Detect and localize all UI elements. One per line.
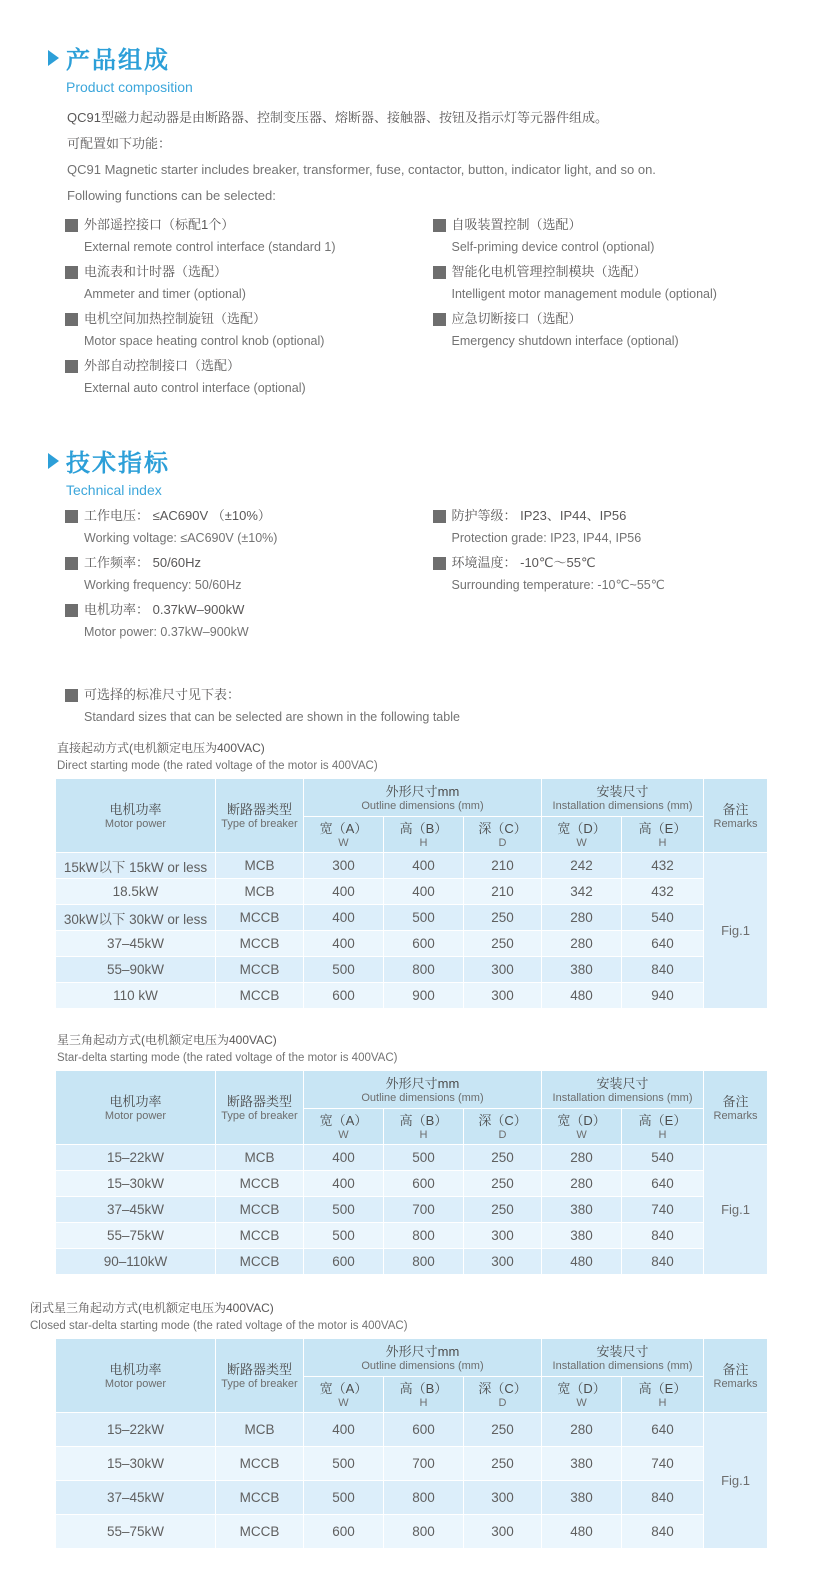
cell-motor-power: 37–45kW	[56, 931, 216, 957]
cell-height-b: 800	[384, 1515, 464, 1549]
spec-text-zh: 电机功率： 0.37kW–900kW	[84, 602, 245, 617]
spec-text-zh: 防护等级： IP23、IP44、IP56	[451, 508, 627, 523]
spec-label-en: Surrounding temperature: -10℃~55℃	[451, 578, 665, 592]
feature-label-en: Intelligent motor management module (optional)	[451, 287, 717, 301]
spec-label-en: Working voltage: ≤AC690V (±10%)	[84, 531, 278, 545]
spec-label-en: Working frequency: 50/60Hz	[84, 578, 242, 592]
feature-label-zh	[65, 217, 433, 233]
cell-width-d: 380	[542, 957, 622, 983]
intro-line-zh: QC91型磁力起动器是由断路器、控制变压器、熔断器、接触器、按钮及指示灯等元器件组成。	[67, 110, 608, 125]
remarks-cell: Fig.1	[704, 853, 768, 1009]
spec-label-zh	[433, 555, 801, 571]
feature-label-en: Self-priming device control (optional)	[451, 240, 655, 254]
table-row	[56, 983, 768, 1009]
table-row	[56, 931, 768, 957]
cell-width-a: 500	[304, 1447, 384, 1481]
cell-height-e: 640	[622, 1413, 704, 1447]
feature-label-zh	[433, 311, 801, 327]
spec-label-zh	[65, 602, 433, 618]
dimensions-table-star-delta	[55, 1070, 768, 1275]
cell-breaker-type: MCCB	[216, 1447, 304, 1481]
feature-item	[65, 264, 433, 302]
table-row	[56, 1413, 768, 1447]
table-row	[56, 879, 768, 905]
cell-depth-c: 250	[464, 1197, 542, 1223]
intro-paragraphs	[67, 110, 800, 203]
col-header-width-d: 宽（D） W	[542, 1377, 622, 1413]
table-caption-zh: 直接起动方式(电机额定电压为400VAC)	[57, 741, 265, 755]
cell-motor-power: 90–110kW	[56, 1249, 216, 1275]
spec-text-zh: 工作电压： ≤AC690V （±10%）	[84, 508, 271, 523]
feature-label-en: External auto control interface (optional)	[84, 381, 306, 395]
table-caption	[57, 741, 800, 773]
cell-width-d: 280	[542, 1171, 622, 1197]
cell-height-b: 500	[384, 1145, 464, 1171]
cell-width-d: 380	[542, 1197, 622, 1223]
arrow-right-icon	[48, 453, 59, 469]
table-caption-en: Closed star-delta starting mode (the rated voltage of the motor is 400VAC)	[30, 1320, 408, 1332]
spec-item	[65, 602, 433, 640]
feature-text-zh: 自吸装置控制（选配）	[451, 217, 582, 232]
cell-motor-power: 18.5kW	[56, 879, 216, 905]
table-row	[56, 1515, 768, 1549]
feature-text-zh: 外部遥控接口（标配1个）	[84, 217, 235, 232]
cell-height-e: 740	[622, 1447, 704, 1481]
table-caption	[30, 1301, 800, 1333]
spec-column-left	[65, 508, 433, 649]
cell-height-b: 800	[384, 957, 464, 983]
table-row	[56, 853, 768, 879]
table-row	[56, 1145, 768, 1171]
cell-width-d: 280	[542, 1145, 622, 1171]
feature-item	[65, 358, 433, 396]
cell-width-a: 400	[304, 905, 384, 931]
spec-item	[433, 508, 801, 546]
technical-index-section	[48, 443, 800, 649]
bullet-square-icon	[433, 219, 446, 232]
dimensions-table-closed-star-delta	[55, 1338, 768, 1549]
table-row	[56, 1481, 768, 1515]
spec-text-zh: 环境温度： -10℃～55℃	[451, 555, 596, 570]
cell-height-e: 840	[622, 1481, 704, 1515]
cell-breaker-type: MCCB	[216, 983, 304, 1009]
cell-depth-c: 250	[464, 931, 542, 957]
cell-width-d: 280	[542, 905, 622, 931]
cell-width-a: 400	[304, 1171, 384, 1197]
col-header-width-d: 宽（D） W	[542, 817, 622, 853]
cell-breaker-type: MCB	[216, 879, 304, 905]
table-row	[56, 1197, 768, 1223]
cell-motor-power: 30kW以下 30kW or less	[56, 905, 216, 931]
cell-breaker-type: MCCB	[216, 1249, 304, 1275]
col-header-height-e: 高（E） H	[622, 1377, 704, 1413]
col-header-breaker-type: 断路器类型 Type of breaker	[216, 1339, 304, 1413]
table-row	[56, 1447, 768, 1481]
cell-depth-c: 250	[464, 1447, 542, 1481]
standard-sizes-note	[65, 687, 800, 725]
bullet-square-icon	[65, 604, 78, 617]
col-header-motor-power: 电机功率 Motor power	[56, 779, 216, 853]
cell-width-d: 480	[542, 1249, 622, 1275]
cell-breaker-type: MCB	[216, 1145, 304, 1171]
spec-item	[433, 555, 801, 593]
col-header-remarks: 备注 Remarks	[704, 1071, 768, 1145]
cell-height-e: 540	[622, 1145, 704, 1171]
bullet-square-icon	[433, 510, 446, 523]
feature-item	[65, 311, 433, 349]
feature-text-zh: 智能化电机管理控制模块（选配）	[451, 264, 647, 279]
col-header-width-a: 宽（A） W	[304, 1109, 384, 1145]
cell-breaker-type: MCCB	[216, 1481, 304, 1515]
section-title-zh: 产品组成	[66, 47, 170, 74]
bullet-square-icon	[65, 266, 78, 279]
cell-depth-c: 300	[464, 1515, 542, 1549]
feature-text-zh: 电流表和计时器（选配）	[84, 264, 228, 279]
col-group-outline-dimensions: 外形尺寸mm Outline dimensions (mm)	[304, 779, 542, 817]
cell-breaker-type: MCCB	[216, 905, 304, 931]
cell-height-b: 600	[384, 1413, 464, 1447]
col-group-outline-dimensions: 外形尺寸mm Outline dimensions (mm)	[304, 1339, 542, 1377]
feature-label-en: Emergency shutdown interface (optional)	[451, 334, 679, 348]
col-header-depth-c: 深（C） D	[464, 1109, 542, 1145]
col-header-breaker-type: 断路器类型 Type of breaker	[216, 1071, 304, 1145]
cell-height-b: 700	[384, 1447, 464, 1481]
spec-label-en: Protection grade: IP23, IP44, IP56	[451, 531, 642, 545]
table-row	[56, 1249, 768, 1275]
cell-width-a: 500	[304, 957, 384, 983]
cell-height-e: 432	[622, 853, 704, 879]
intro-line-zh: 可配置如下功能：	[67, 136, 172, 151]
spec-label-zh	[65, 508, 433, 524]
cell-width-d: 342	[542, 879, 622, 905]
cell-depth-c: 300	[464, 1249, 542, 1275]
cell-motor-power: 55–90kW	[56, 957, 216, 983]
cell-height-e: 840	[622, 1223, 704, 1249]
col-group-installation-dimensions: 安装尺寸 Installation dimensions (mm)	[542, 1071, 704, 1109]
cell-height-b: 600	[384, 931, 464, 957]
cell-height-b: 800	[384, 1223, 464, 1249]
col-header-remarks: 备注 Remarks	[704, 779, 768, 853]
col-header-height-e: 高（E） H	[622, 1109, 704, 1145]
cell-width-a: 600	[304, 983, 384, 1009]
table-caption	[57, 1033, 800, 1065]
cell-height-e: 540	[622, 905, 704, 931]
cell-motor-power: 37–45kW	[56, 1197, 216, 1223]
bullet-square-icon	[65, 557, 78, 570]
cell-depth-c: 250	[464, 1413, 542, 1447]
cell-motor-power: 15–22kW	[56, 1145, 216, 1171]
cell-width-d: 380	[542, 1481, 622, 1515]
standard-note-text-zh: 可选择的标准尺寸见下表：	[84, 687, 241, 702]
col-header-motor-power: 电机功率 Motor power	[56, 1071, 216, 1145]
cell-width-a: 400	[304, 1145, 384, 1171]
cell-depth-c: 300	[464, 983, 542, 1009]
cell-breaker-type: MCCB	[216, 957, 304, 983]
section-title-en: Product composition	[66, 79, 193, 95]
spec-item	[65, 508, 433, 546]
cell-motor-power: 55–75kW	[56, 1223, 216, 1249]
bullet-square-icon	[65, 510, 78, 523]
cell-height-e: 940	[622, 983, 704, 1009]
feature-item	[433, 311, 801, 349]
feature-label-en: External remote control interface (standard 1)	[84, 240, 336, 254]
bullet-square-icon	[433, 313, 446, 326]
spec-item	[65, 555, 433, 593]
cell-width-a: 500	[304, 1223, 384, 1249]
cell-height-b: 900	[384, 983, 464, 1009]
col-header-depth-c: 深（C） D	[464, 1377, 542, 1413]
cell-width-a: 500	[304, 1197, 384, 1223]
cell-motor-power: 110 kW	[56, 983, 216, 1009]
feature-text-zh: 外部自动控制接口（选配）	[84, 358, 241, 373]
section-header	[48, 443, 800, 478]
cell-width-a: 400	[304, 1413, 384, 1447]
col-header-width-a: 宽（A） W	[304, 817, 384, 853]
remarks-cell: Fig.1	[704, 1413, 768, 1549]
spec-label-zh	[65, 555, 433, 571]
table-row	[56, 905, 768, 931]
feature-text-zh: 应急切断接口（选配）	[451, 311, 582, 326]
cell-height-e: 840	[622, 957, 704, 983]
cell-width-a: 500	[304, 1481, 384, 1515]
feature-label-zh	[433, 217, 801, 233]
col-header-height-b: 高（B） H	[384, 1377, 464, 1413]
feature-label-en: Ammeter and timer (optional)	[84, 287, 246, 301]
standard-note-label-zh	[65, 687, 800, 703]
feature-text-zh: 电机空间加热控制旋钮（选配）	[84, 311, 267, 326]
intro-line-en: QC91 Magnetic starter includes breaker, transformer, fuse, contactor, button, indicator light, and so on.	[67, 162, 656, 177]
cell-breaker-type: MCB	[216, 1413, 304, 1447]
col-header-breaker-type: 断路器类型 Type of breaker	[216, 779, 304, 853]
table-caption-zh: 星三角起动方式(电机额定电压为400VAC)	[57, 1033, 277, 1047]
bullet-square-icon	[65, 219, 78, 232]
bullet-square-icon	[65, 689, 78, 702]
bullet-square-icon	[65, 360, 78, 373]
table-block-closed-star-delta	[30, 1301, 800, 1549]
feature-column-left	[65, 217, 433, 405]
cell-breaker-type: MCCB	[216, 1197, 304, 1223]
cell-width-d: 280	[542, 1413, 622, 1447]
feature-label-zh	[65, 311, 433, 327]
cell-breaker-type: MCB	[216, 853, 304, 879]
feature-label-zh	[65, 358, 433, 374]
bullet-square-icon	[65, 313, 78, 326]
bullet-square-icon	[433, 557, 446, 570]
cell-width-d: 480	[542, 983, 622, 1009]
feature-item	[433, 264, 801, 302]
col-group-outline-dimensions: 外形尺寸mm Outline dimensions (mm)	[304, 1071, 542, 1109]
table-row	[56, 1171, 768, 1197]
cell-height-b: 800	[384, 1481, 464, 1515]
cell-height-b: 600	[384, 1171, 464, 1197]
standard-note-item	[65, 687, 800, 725]
feature-columns	[65, 217, 800, 405]
section-title-zh: 技术指标	[66, 450, 170, 477]
remarks-cell: Fig.1	[704, 1145, 768, 1275]
cell-width-a: 600	[304, 1249, 384, 1275]
arrow-right-icon	[48, 50, 59, 66]
cell-width-d: 242	[542, 853, 622, 879]
col-group-installation-dimensions: 安装尺寸 Installation dimensions (mm)	[542, 1339, 704, 1377]
col-header-height-b: 高（B） H	[384, 817, 464, 853]
feature-label-zh	[65, 264, 433, 280]
cell-width-d: 480	[542, 1515, 622, 1549]
cell-depth-c: 250	[464, 905, 542, 931]
table-caption-en: Direct starting mode (the rated voltage of the motor is 400VAC)	[57, 760, 378, 772]
col-header-remarks: 备注 Remarks	[704, 1339, 768, 1413]
section-header	[48, 40, 800, 75]
spec-label-en: Motor power: 0.37kW–900kW	[84, 625, 249, 639]
cell-motor-power: 15–30kW	[56, 1171, 216, 1197]
cell-motor-power: 15–22kW	[56, 1413, 216, 1447]
table-caption-zh: 闭式星三角起动方式(电机额定电压为400VAC)	[30, 1301, 274, 1315]
cell-height-b: 400	[384, 853, 464, 879]
feature-item	[433, 217, 801, 255]
spec-columns	[65, 508, 800, 649]
cell-height-e: 432	[622, 879, 704, 905]
cell-height-e: 640	[622, 931, 704, 957]
cell-width-a: 300	[304, 853, 384, 879]
feature-item	[65, 217, 433, 255]
spec-text-zh: 工作频率： 50/60Hz	[84, 555, 202, 570]
cell-height-e: 740	[622, 1197, 704, 1223]
cell-depth-c: 300	[464, 1481, 542, 1515]
table-block-direct-starting	[55, 741, 800, 1009]
table-row	[56, 1223, 768, 1249]
bullet-square-icon	[433, 266, 446, 279]
cell-depth-c: 300	[464, 1223, 542, 1249]
table-block-star-delta	[55, 1033, 800, 1275]
cell-height-b: 500	[384, 905, 464, 931]
cell-motor-power: 15kW以下 15kW or less	[56, 853, 216, 879]
cell-motor-power: 15–30kW	[56, 1447, 216, 1481]
feature-column-right	[433, 217, 801, 405]
cell-breaker-type: MCCB	[216, 1515, 304, 1549]
feature-label-en: Motor space heating control knob (optional)	[84, 334, 325, 348]
feature-label-zh	[433, 264, 801, 280]
cell-width-a: 400	[304, 931, 384, 957]
cell-width-d: 380	[542, 1223, 622, 1249]
col-header-height-e: 高（E） H	[622, 817, 704, 853]
col-header-width-a: 宽（A） W	[304, 1377, 384, 1413]
spec-column-right	[433, 508, 801, 649]
cell-breaker-type: MCCB	[216, 1171, 304, 1197]
standard-note-label-en: Standard sizes that can be selected are shown in the following table	[84, 710, 460, 724]
cell-depth-c: 210	[464, 853, 542, 879]
cell-depth-c: 210	[464, 879, 542, 905]
cell-breaker-type: MCCB	[216, 1223, 304, 1249]
table-row	[56, 957, 768, 983]
col-header-depth-c: 深（C） D	[464, 817, 542, 853]
cell-height-e: 640	[622, 1171, 704, 1197]
intro-line-en: Following functions can be selected:	[67, 188, 276, 203]
cell-height-e: 840	[622, 1515, 704, 1549]
cell-motor-power: 55–75kW	[56, 1515, 216, 1549]
spec-label-zh	[433, 508, 801, 524]
cell-motor-power: 37–45kW	[56, 1481, 216, 1515]
cell-height-e: 840	[622, 1249, 704, 1275]
cell-depth-c: 250	[464, 1145, 542, 1171]
cell-height-b: 400	[384, 879, 464, 905]
col-header-height-b: 高（B） H	[384, 1109, 464, 1145]
cell-width-d: 380	[542, 1447, 622, 1481]
cell-height-b: 700	[384, 1197, 464, 1223]
product-composition-section	[48, 40, 800, 405]
col-header-motor-power: 电机功率 Motor power	[56, 1339, 216, 1413]
cell-width-d: 280	[542, 931, 622, 957]
section-title-en: Technical index	[66, 482, 162, 498]
cell-depth-c: 250	[464, 1171, 542, 1197]
cell-breaker-type: MCCB	[216, 931, 304, 957]
table-caption-en: Star-delta starting mode (the rated voltage of the motor is 400VAC)	[57, 1052, 398, 1064]
dimensions-table-direct-starting	[55, 778, 768, 1009]
cell-depth-c: 300	[464, 957, 542, 983]
col-header-width-d: 宽（D） W	[542, 1109, 622, 1145]
col-group-installation-dimensions: 安装尺寸 Installation dimensions (mm)	[542, 779, 704, 817]
cell-height-b: 800	[384, 1249, 464, 1275]
cell-width-a: 400	[304, 879, 384, 905]
cell-width-a: 600	[304, 1515, 384, 1549]
